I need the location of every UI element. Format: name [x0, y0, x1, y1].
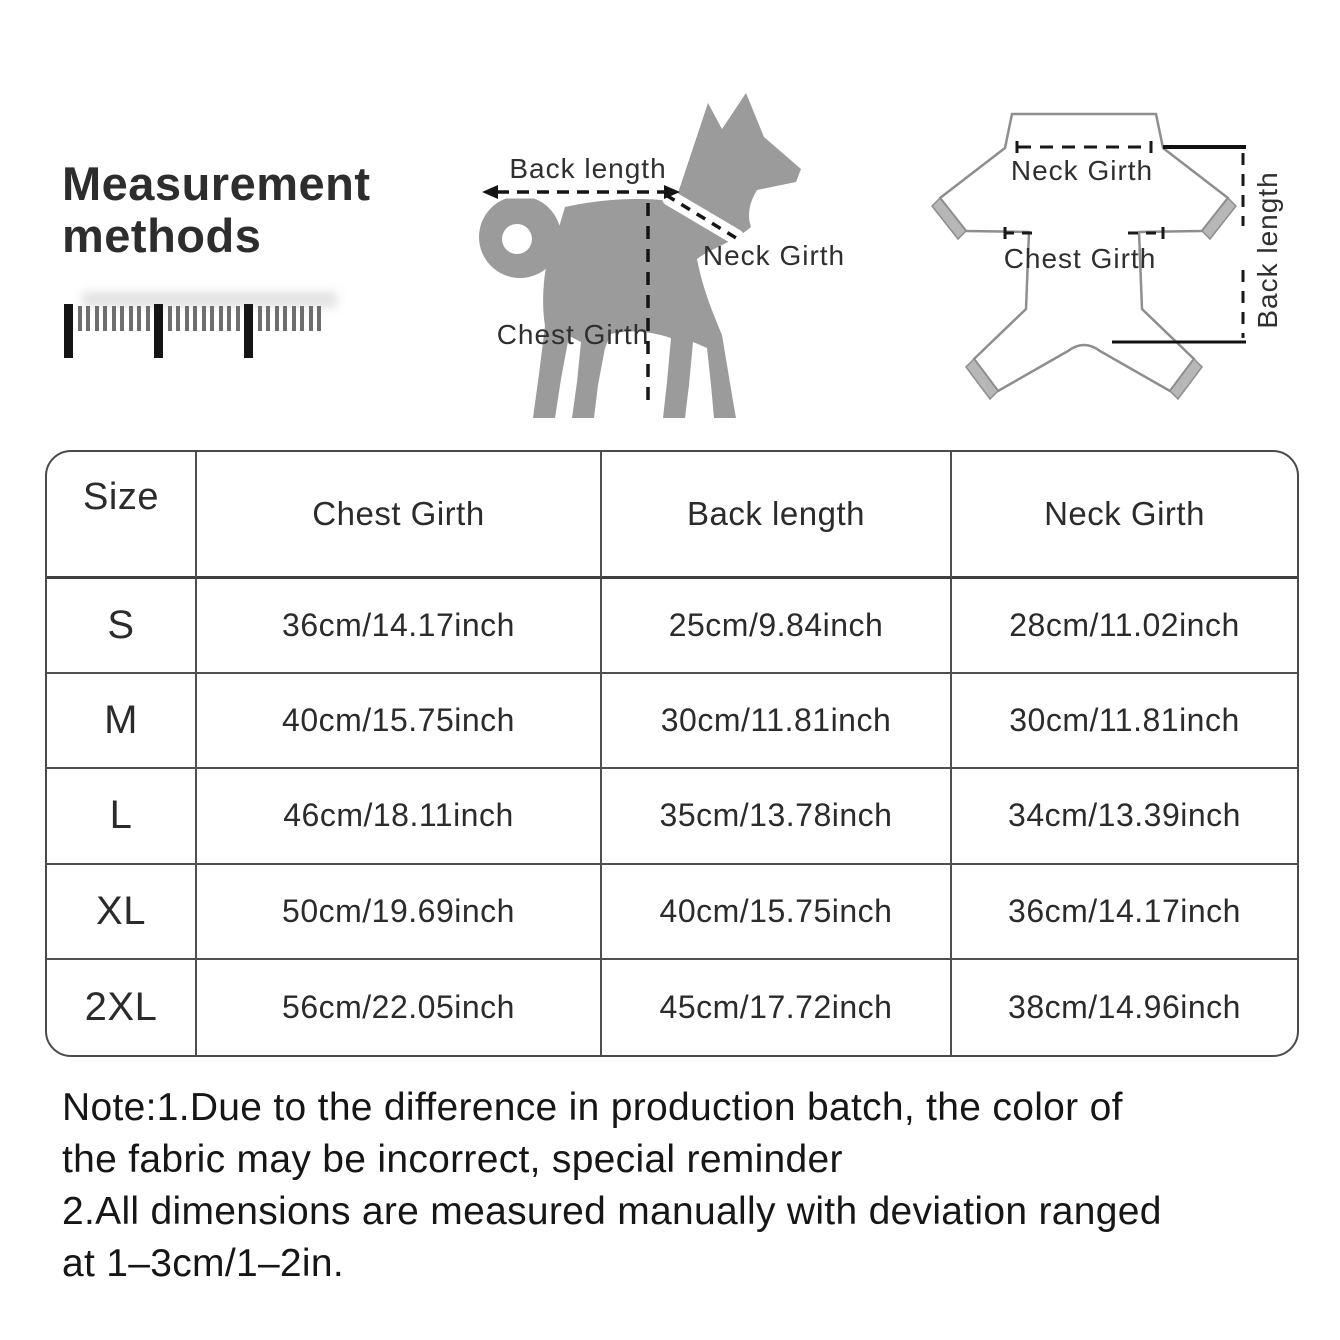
- ruler-minor-tick: [309, 306, 313, 331]
- ruler-minor-tick: [86, 306, 90, 331]
- ruler-minor-tick: [210, 306, 214, 331]
- ruler-minor-tick: [176, 306, 180, 331]
- garment-chest-girth-label: Chest Girth: [1003, 243, 1157, 274]
- table-cell-chest-girth: 40cm/15.75inch: [197, 674, 602, 769]
- ruler-minor-tick: [78, 306, 82, 331]
- ruler-minor-tick: [236, 306, 240, 331]
- ruler-minor-tick: [292, 306, 296, 331]
- ruler-ticks: [64, 304, 326, 358]
- table-cell-chest-girth: 50cm/19.69inch: [197, 865, 602, 960]
- dog-chest-girth-label: Chest Girth: [496, 319, 650, 350]
- table-cell-back-length: 45cm/17.72inch: [602, 960, 952, 1055]
- dog-tail-curl-hole: [502, 224, 532, 254]
- ruler-minor-tick: [300, 306, 304, 331]
- ruler-icon: [64, 304, 344, 374]
- note-line: at 1–3cm/1–2in.: [62, 1242, 345, 1285]
- note-line: 2.All dimensions are measured manually with deviation ranged: [62, 1190, 1162, 1233]
- ruler-minor-tick: [275, 306, 279, 331]
- table-cell-neck-girth: 28cm/11.02inch: [952, 579, 1297, 674]
- column-header-chest-girth: Chest Girth: [197, 452, 602, 579]
- notes-text: [62, 1082, 1162, 1290]
- column-header-neck-girth: Neck Girth: [952, 452, 1297, 579]
- ruler-minor-tick: [95, 306, 99, 331]
- table-cell-back-length: 30cm/11.81inch: [602, 674, 952, 769]
- ruler-minor-tick: [103, 306, 107, 331]
- ruler-minor-tick: [193, 306, 197, 331]
- ruler-minor-tick: [146, 306, 150, 331]
- page-title-line2: methods: [62, 209, 262, 262]
- ruler-major-tick: [154, 304, 163, 358]
- column-header-back-length: Back length: [602, 452, 952, 579]
- table-cell-chest-girth: 56cm/22.05inch: [197, 960, 602, 1055]
- page-title-line1: Measurement: [62, 157, 371, 210]
- garment-measurement-diagram: [930, 100, 1320, 430]
- ruler-minor-tick: [137, 306, 141, 331]
- table-cell-neck-girth: 36cm/14.17inch: [952, 865, 1297, 960]
- size-table: [45, 450, 1299, 1057]
- table-cell-back-length: 35cm/13.78inch: [602, 769, 952, 864]
- ruler-minor-tick: [219, 306, 223, 331]
- table-cell-neck-girth: 38cm/14.96inch: [1008, 988, 1241, 1025]
- garment-back-length-label: Back length: [1252, 171, 1283, 329]
- table-cell-size: M: [47, 674, 197, 769]
- table-cell-size: S: [47, 579, 197, 674]
- note-line: the fabric may be incorrect, special reminder: [62, 1138, 843, 1181]
- ruler-minor-tick: [129, 306, 133, 331]
- ruler-minor-tick: [258, 306, 262, 331]
- ruler-major-tick: [64, 304, 73, 358]
- ruler-minor-tick: [112, 306, 116, 331]
- ruler-minor-tick: [227, 306, 231, 331]
- table-cell-chest-girth: 36cm/14.17inch: [197, 579, 602, 674]
- table-cell-back-length: 40cm/15.75inch: [602, 865, 952, 960]
- ruler-minor-tick: [120, 306, 124, 331]
- table-cell-chest-girth: 46cm/18.11inch: [197, 769, 602, 864]
- ruler-minor-tick: [185, 306, 189, 331]
- column-header-size: Size: [47, 452, 197, 579]
- ruler-minor-tick: [266, 306, 270, 331]
- ruler-minor-tick: [317, 306, 321, 331]
- dog-back-length-label: Back length: [509, 153, 667, 184]
- page-title: [62, 158, 371, 262]
- ruler-major-tick: [244, 304, 253, 358]
- table-cell-back-length: 25cm/9.84inch: [602, 579, 952, 674]
- table-cell-size: 2XL: [47, 960, 197, 1055]
- table-cell-size: L: [47, 769, 197, 864]
- table-cell-size: XL: [47, 865, 197, 960]
- ruler-minor-tick: [202, 306, 206, 331]
- ruler-minor-tick: [283, 306, 287, 331]
- table-cell-neck-girth: 34cm/13.39inch: [952, 769, 1297, 864]
- ruler-minor-tick: [168, 306, 172, 331]
- note-line: Note:1.Due to the difference in production batch, the color of: [62, 1086, 1123, 1129]
- dog-measurement-diagram: [470, 85, 910, 435]
- garment-neck-girth-label: Neck Girth: [1010, 155, 1154, 186]
- dog-neck-girth-label: Neck Girth: [702, 240, 846, 271]
- table-cell-neck-girth: 30cm/11.81inch: [952, 674, 1297, 769]
